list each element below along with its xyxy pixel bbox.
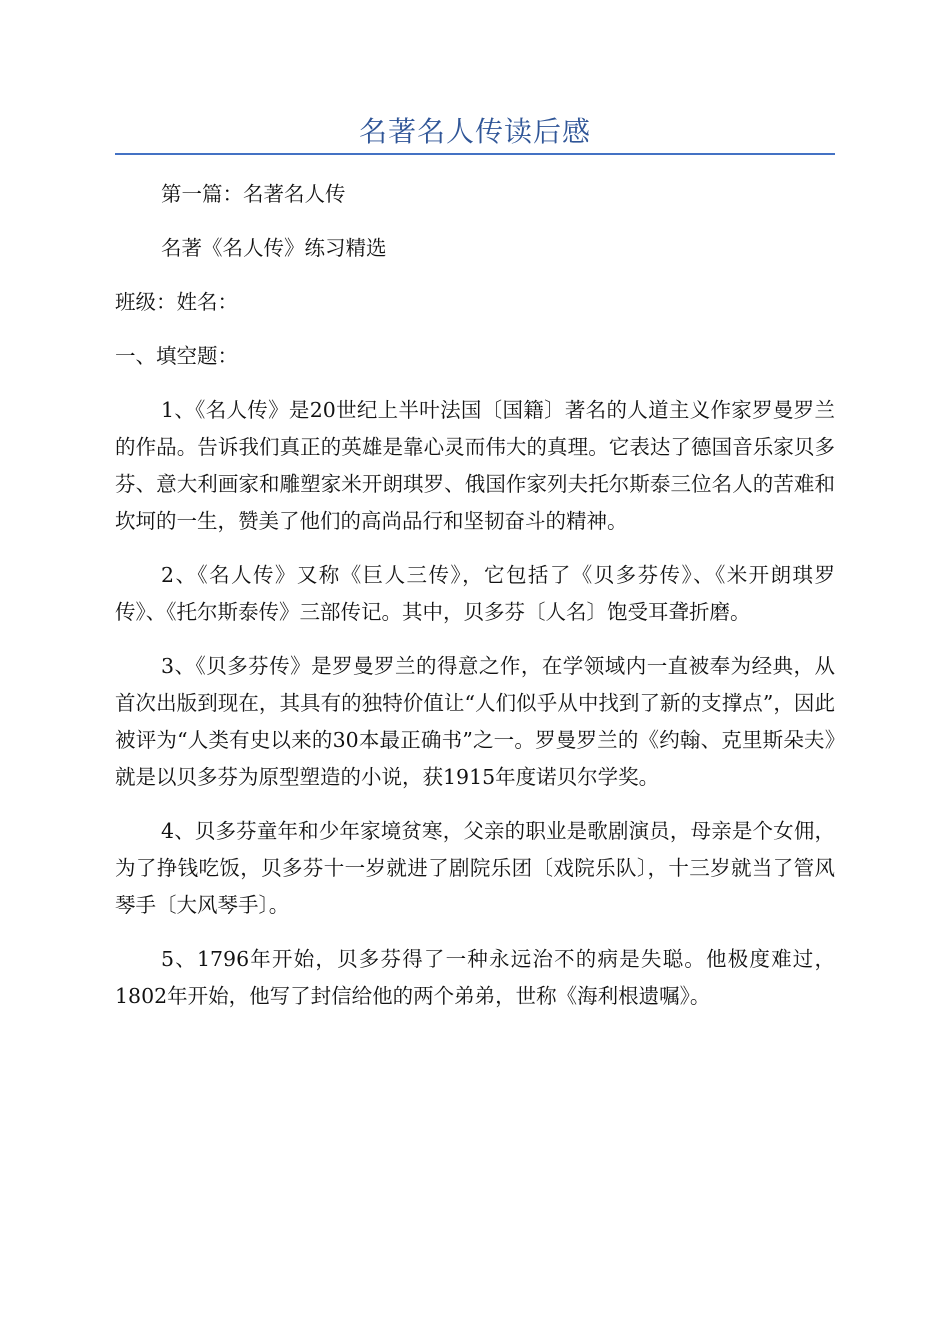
question-section-heading: 一、填空题： bbox=[115, 344, 238, 368]
question-2: 2、《名人传》又称《巨人三传》，它包括了《贝多芬传》、《米开朗琪罗传》、《托尔斯泰传》三部传记。其中，贝多芬〔人名〕饱受耳聋折磨。 bbox=[115, 563, 835, 624]
question-1: 1、《名人传》是20世纪上半叶法国〔国籍〕著名的人道主义作家罗曼罗兰的作品。告诉我们真正的英雄是靠心灵而伟大的真理。它表达了德国音乐家贝多芬、意大利画家和雕塑家米开朗琪罗、俄国作家列夫托尔斯泰三位名人的苦难和坎坷的一生，赞美了他们的高尚品行和坚韧奋斗的精神。 bbox=[115, 398, 835, 533]
question-4: 4、贝多芬童年和少年家境贫寒，父亲的职业是歌剧演员，母亲是个女佣，为了挣钱吃饭，贝多芬十一岁就进了剧院乐团〔戏院乐队〕，十三岁就当了管风琴手〔大风琴手〕。 bbox=[115, 819, 835, 917]
section-heading: 第一篇：名著名人传 bbox=[161, 182, 346, 206]
class-name-line: 班级：姓名： bbox=[115, 290, 238, 314]
document-body bbox=[115, 176, 835, 1032]
document-title: 名著名人传读后感 bbox=[358, 115, 591, 148]
question-5: 5、1796年开始，贝多芬得了一种永远治不的病是失聪。他极度难过，1802年开始，他写了封信给他的两个弟弟，世称《海利根遗嘱》。 bbox=[115, 947, 835, 1008]
title-underline bbox=[115, 153, 835, 155]
question-3: 3、《贝多芬传》是罗曼罗兰的得意之作，在学领域内一直被奉为经典，从首次出版到现在，其具有的独特价值让“人们似乎从中找到了新的支撑点”，因此被评为“人类有史以来的30本最正确书”之一。罗曼罗兰的《约翰、克里斯朵夫》就是以贝多芬为原型塑造的小说，获1915年度诺贝尔学奖。 bbox=[115, 654, 835, 789]
subheading: 名著《名人传》练习精选 bbox=[161, 236, 387, 260]
